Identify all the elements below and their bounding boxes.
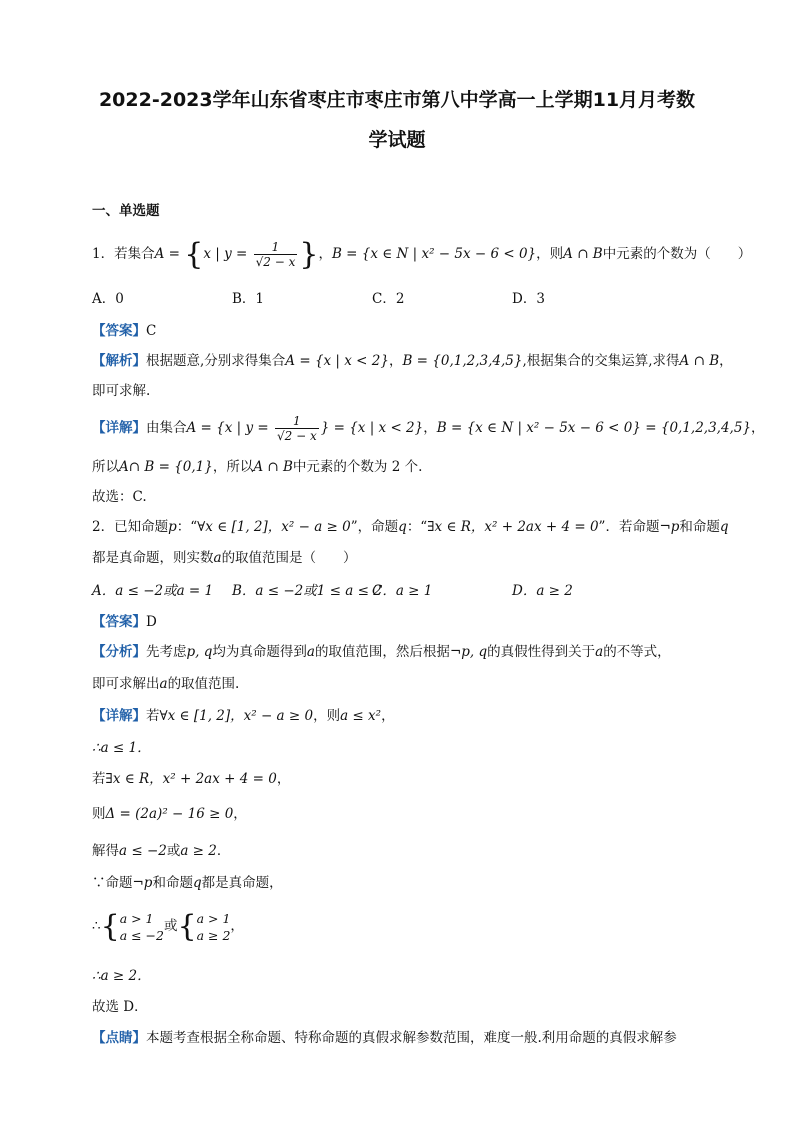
- q2-detail-8: ∴a ≥ 2．: [92, 968, 151, 984]
- case-system-2: a > 1 a ≥ 2: [196, 910, 231, 943]
- option-b: B．1: [232, 291, 265, 307]
- option-a: A．0: [92, 291, 124, 307]
- q2-detail-1: 【详解】若∀x ∈ [1, 2]，x² − a ≥ 0，则a ≤ x²，: [92, 708, 395, 724]
- q1-detail-cont: 所以A∩ B = {0,1}，所以A ∩ B中元素的个数为 2 个.: [92, 459, 423, 475]
- option-d: D．3: [512, 291, 545, 307]
- q1-detail: 【详解】由集合A = {x | y = $\frac{1}{√2 - x}$ } = {x | x < 2}，B = {x ∈ N | x² − 5x − 6 < 0} = {0,1,2,3,4,5}，: [92, 414, 765, 443]
- q2-detail-5: 解得a ≤ −2或a ≥ 2．: [92, 843, 231, 859]
- page-title: 2022-2023学年山东省枣庄市枣庄市第八中学高一上学期11月月考数: [98, 89, 696, 111]
- q2-detail-9: 故选 D．: [92, 999, 148, 1015]
- q1-options: [92, 288, 704, 310]
- q2-options: [92, 580, 704, 602]
- fraction: $\frac{1}{√2 - x}$: [255, 240, 296, 269]
- fraction: $\frac{1}{√2 - x}$: [277, 414, 317, 443]
- q2-detail-2: ∴a ≤ 1．: [92, 740, 151, 756]
- q1-answer: 【答案】C: [92, 323, 157, 339]
- case-system-1: a > 1 a ≤ −2: [119, 910, 164, 943]
- option-c: C．2: [372, 291, 405, 307]
- q1-choose: 故选：C.: [92, 489, 147, 505]
- q2-answer: 【答案】D: [92, 614, 157, 630]
- q2-analysis-cont: 即可求解出a的取值范围.: [92, 676, 240, 692]
- q2-analysis: 【分析】先考虑p, q均为真命题得到a的取值范围，然后根据¬p, q的真假性得到关于a的不等式，: [92, 644, 671, 660]
- q2-stem-cont: 都是真命题，则实数a的取值范围是（ ）: [92, 550, 357, 566]
- q1-analysis-cont: 即可求解.: [92, 383, 151, 399]
- option-d: D．a ≥ 2: [512, 583, 573, 599]
- option-b: B．a ≤ −2或1 ≤ a ≤ 2: [232, 583, 382, 599]
- q2-detail-3: 若∃x ∈ R，x² + 2ax + 4 = 0，: [92, 771, 291, 787]
- q1-stem: 1．若集合A = {x | y = $\frac{1}{√2 - x}$ }，B = {x ∈ N | x² − 5x − 6 < 0}，则A ∩ B中元素的个数为（ ）: [92, 236, 752, 272]
- q2-remark: 【点睛】本题考查根据全称命题、特称命题的真假求解参数范围，难度一般.利用命题的真假求解参: [92, 1030, 677, 1046]
- q2-stem: 2．已知命题p：“∀x ∈ [1, 2]，x² − a ≥ 0”，命题q：“∃x ∈ R，x² + 2ax + 4 = 0”．若命题¬p和命题q: [92, 519, 729, 535]
- option-a: A．a ≤ −2或a = 1: [92, 583, 214, 599]
- option-c: C．a ≥ 1: [372, 583, 433, 599]
- section-heading: 一、单选题: [92, 203, 160, 219]
- q2-detail-7: ∴{ a > 1 a ≤ −2 或{ a > 1 a ≥ 2 ，: [92, 908, 244, 944]
- q2-detail-6: ∵命题¬p和命题q都是真命题，: [92, 875, 283, 891]
- q2-detail-4: 则Δ = (2a)² − 16 ≥ 0，: [92, 806, 247, 822]
- q1-analysis: 【解析】根据题意,分别求得集合A = {x | x < 2}，B = {0,1,2,3,4,5},根据集合的交集运算,求得A ∩ B，: [92, 353, 733, 369]
- page-title-cont: 学试题: [368, 129, 426, 151]
